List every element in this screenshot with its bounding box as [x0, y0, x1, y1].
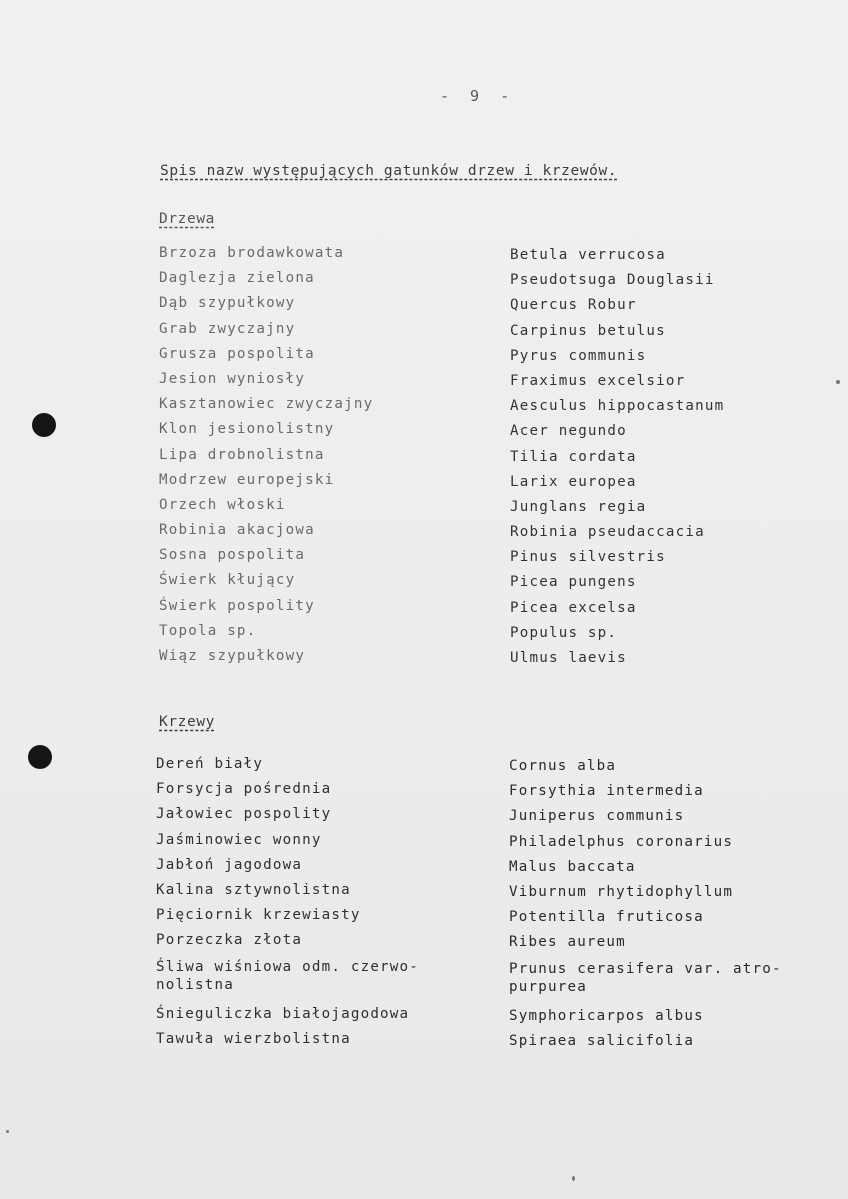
- shrubs-latin-name: Prunus cerasifera var. atro- purpurea: [509, 960, 782, 995]
- page-number: - 9 -: [440, 87, 516, 105]
- shrubs-latin-name: Philadelphus coronarius: [509, 833, 734, 850]
- trees-polish-name: Kasztanowiec zwyczajny: [159, 396, 374, 413]
- page-title: Spis nazw występujących gatunków drzew i krzewów.: [160, 163, 618, 179]
- section-heading-trees: Drzewa: [159, 211, 215, 227]
- punch-hole: [32, 413, 56, 437]
- shrubs-latin-names-column: [509, 754, 782, 1054]
- shrubs-polish-name: Pięciornik krzewiasty: [156, 907, 361, 924]
- trees-polish-name: Jesion wyniosły: [159, 370, 306, 387]
- trees-polish-name: Robinia akacjowa: [159, 522, 315, 539]
- trees-latin-name: Pseudotsuga Douglasii: [510, 272, 715, 289]
- trees-latin-name: Robinia pseudaccacia: [510, 524, 705, 541]
- shrubs-polish-name: Jałowiec pospolity: [156, 806, 332, 823]
- paper-speck: [836, 380, 840, 384]
- shrubs-latin-name: Spiraea salicifolia: [509, 1032, 695, 1049]
- shrubs-latin-name: Potentilla fruticosa: [509, 909, 704, 926]
- trees-latin-name: Larix europea: [510, 473, 637, 490]
- trees-polish-name: Orzech włoski: [159, 496, 286, 513]
- trees-latin-name: Junglans regia: [510, 498, 647, 515]
- trees-latin-name: Pinus silvestris: [510, 549, 666, 566]
- shrubs-polish-name: Kalina sztywnolistna: [156, 881, 351, 898]
- shrubs-latin-name: Ribes aureum: [509, 934, 626, 951]
- trees-polish-name: Modrzew europejski: [159, 471, 335, 488]
- shrubs-polish-name: Jaśminowiec wonny: [156, 831, 322, 848]
- trees-polish-names-column: [159, 241, 373, 669]
- shrubs-polish-name: Tawuła wierzbolistna: [156, 1030, 351, 1047]
- shrubs-polish-name: Dereń biały: [156, 756, 264, 772]
- trees-polish-name: Świerk kłujący: [159, 572, 296, 589]
- trees-latin-name: Quercus Robur: [510, 297, 637, 314]
- trees-latin-name: Picea pungens: [510, 574, 637, 591]
- trees-polish-name: Dąb szypułkowy: [159, 295, 296, 312]
- trees-latin-names-column: [510, 243, 724, 671]
- shrubs-polish-name: Śliwa wiśniowa odm. czerwo- nolistna: [156, 958, 420, 993]
- trees-latin-name: Tilia cordata: [510, 448, 637, 465]
- trees-polish-name: Topola sp.: [159, 622, 257, 639]
- trees-latin-name: Ulmus laevis: [510, 650, 627, 666]
- trees-polish-name: Klon jesionolistny: [159, 421, 335, 438]
- shrubs-latin-name: Juniperus communis: [509, 808, 685, 825]
- shrubs-latin-name: Forsythia intermedia: [509, 783, 704, 800]
- shrubs-polish-name: Porzeczka złota: [156, 932, 303, 949]
- trees-latin-name: Pyrus communis: [510, 347, 647, 364]
- shrubs-latin-name: Cornus alba: [509, 758, 617, 774]
- trees-latin-name: Betula verrucosa: [510, 247, 666, 263]
- trees-latin-name: Fraximus excelsior: [510, 372, 686, 389]
- shrubs-polish-name: Śnieguliczka białojagodowa: [156, 1005, 410, 1022]
- shrubs-latin-name: Symphoricarpos albus: [509, 1007, 704, 1024]
- trees-latin-name: Carpinus betulus: [510, 322, 666, 339]
- trees-polish-name: Brzoza brodawkowata: [159, 245, 345, 261]
- paper-speck: [572, 1176, 575, 1181]
- trees-polish-name: Wiąz szypułkowy: [159, 648, 306, 664]
- shrubs-polish-names-column: [156, 752, 419, 1052]
- trees-polish-name: Grab zwyczajny: [159, 320, 296, 337]
- punch-hole: [28, 745, 52, 769]
- trees-polish-name: Świerk pospolity: [159, 597, 315, 614]
- trees-latin-name: Aesculus hippocastanum: [510, 398, 725, 415]
- paper-speck: [6, 1130, 9, 1133]
- trees-latin-name: Acer negundo: [510, 423, 627, 440]
- section-heading-shrubs: Krzewy: [159, 714, 215, 730]
- trees-latin-name: Picea excelsa: [510, 599, 637, 616]
- shrubs-polish-name: Jabłoń jagodowa: [156, 856, 303, 873]
- trees-polish-name: Sosna pospolita: [159, 547, 306, 564]
- shrubs-latin-name: Viburnum rhytidophyllum: [509, 883, 734, 900]
- trees-polish-name: Lipa drobnolistna: [159, 446, 325, 463]
- shrubs-latin-name: Malus baccata: [509, 858, 636, 875]
- shrubs-polish-name: Forsycja pośrednia: [156, 781, 332, 798]
- trees-latin-name: Populus sp.: [510, 624, 618, 641]
- trees-polish-name: Grusza pospolita: [159, 345, 315, 362]
- trees-polish-name: Daglezja zielona: [159, 270, 315, 287]
